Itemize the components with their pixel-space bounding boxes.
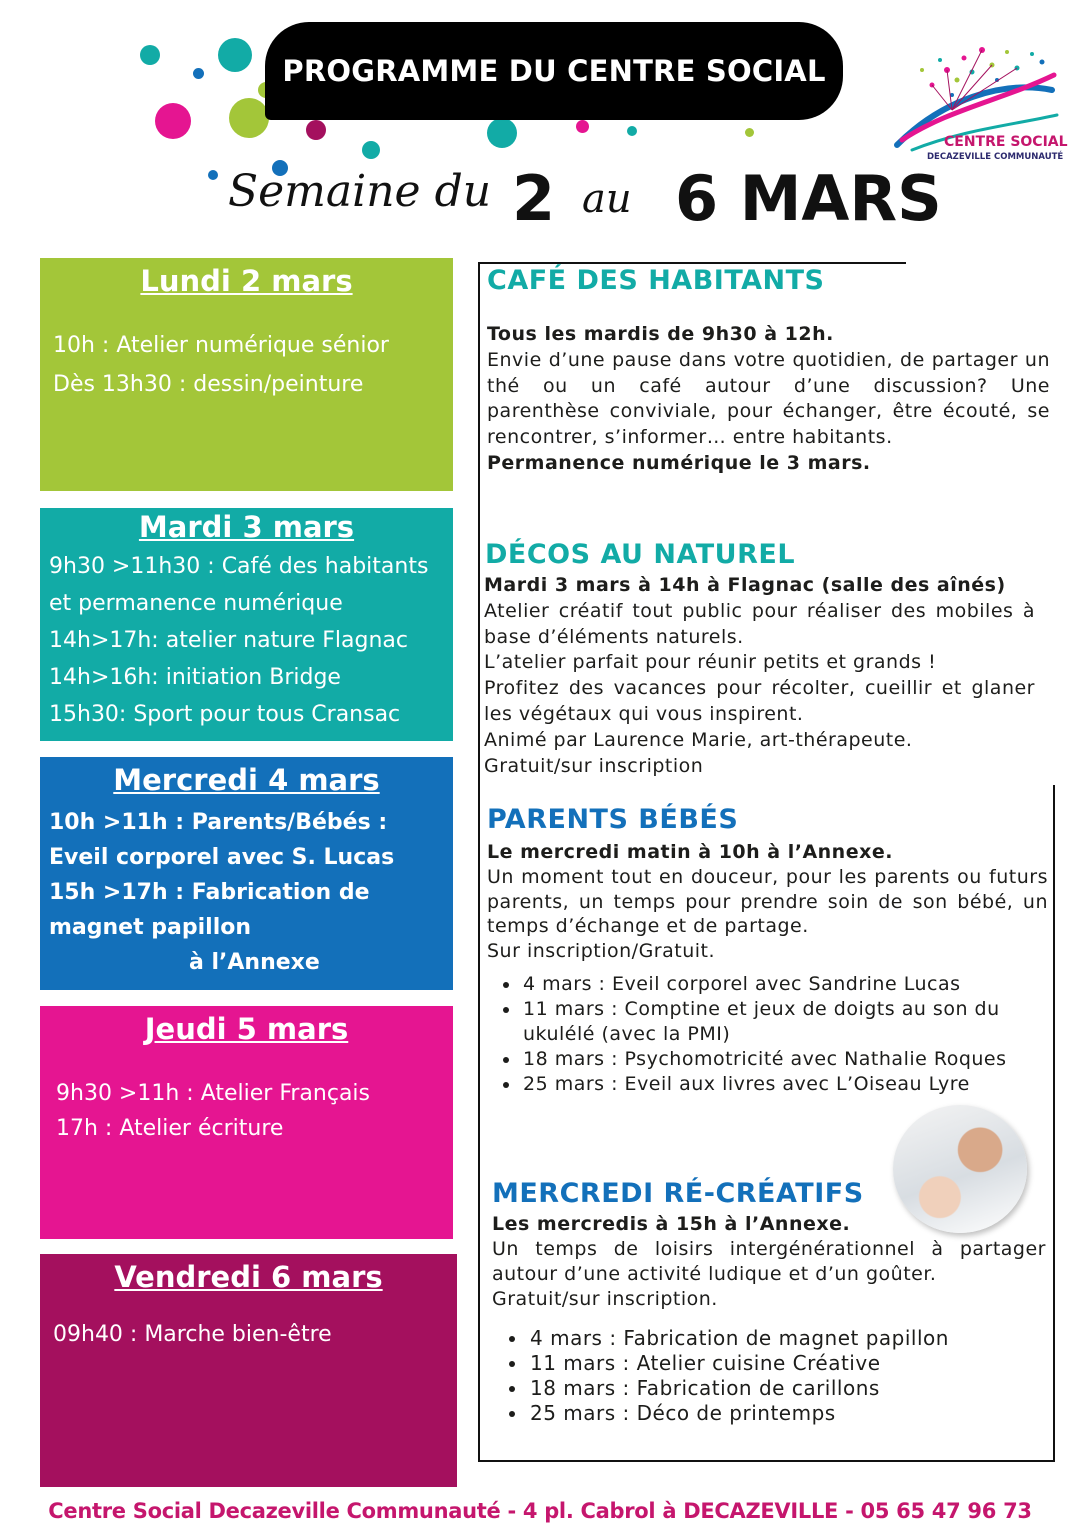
- header-banner: [265, 22, 843, 120]
- day-wednesday: [40, 757, 453, 990]
- cafe-description: Envie d’une pause dans votre quotidien, de partager un thé ou un café autour d’une discussion? Une parenthèse conviviale, pour échanger, être écouté, se rencontrer, s’informer… entre habitants.: [487, 348, 1050, 449]
- decos-text-1: Atelier créatif tout public pour réaliser des mobiles à base d’éléments naturels.: [484, 599, 1035, 648]
- decos-section-body: [484, 573, 1035, 779]
- day-monday: [40, 258, 453, 491]
- list-item: • 11 mars : Atelier cuisine Créative: [528, 1351, 1048, 1376]
- week-prefix: Semaine du: [228, 166, 492, 217]
- week-connector: au: [582, 176, 632, 222]
- decos-text-5: Gratuit/sur inscription: [484, 754, 704, 777]
- week-end: 6 MARS: [675, 162, 942, 235]
- banner-title: PROGRAMME DU CENTRE SOCIAL: [282, 54, 826, 88]
- cafe-schedule: Tous les mardis de 9h30 à 12h.: [487, 323, 834, 345]
- schedule-line: 14h>17h: atelier nature Flagnac: [49, 628, 408, 653]
- day-title: Jeudi 5 mars: [144, 1012, 349, 1046]
- schedule-line: et permanence numérique: [49, 591, 343, 616]
- cafe-section-title: CAFÉ DES HABITANTS: [487, 265, 825, 296]
- frame-top-line: [478, 262, 906, 264]
- schedule-line: à l’Annexe: [189, 950, 320, 975]
- schedule-line: 9h30 >11h30 : Café des habitants: [49, 554, 429, 579]
- parents-description: Un moment tout en douceur, pour les parents ou futurs parents, un temps pour prendre soin de son bébé, un temps d’échange et de partage.: [487, 865, 1048, 938]
- list-item: • 18 mars : Psychomotricité avec Nathalie Roques: [521, 1047, 1049, 1072]
- list-item: • 4 mars : Eveil corporel avec Sandrine Lucas: [521, 972, 1049, 997]
- decos-text-4: Animé par Laurence Marie, art-thérapeute.: [484, 728, 913, 751]
- centre-social-logo: [892, 40, 1062, 170]
- day-thursday: [40, 1006, 453, 1239]
- list-item: • 25 mars : Déco de printemps: [528, 1401, 1048, 1426]
- recreatifs-section-body: [492, 1212, 1046, 1312]
- list-item: • 18 mars : Fabrication de carillons: [528, 1376, 1048, 1401]
- schedule-line: 10h >11h : Parents/Bébés :: [49, 810, 388, 835]
- parents-section-title: PARENTS BÉBÉS: [487, 804, 739, 835]
- decos-text-2: L’atelier parfait pour réunir petits et grands !: [484, 651, 937, 674]
- schedule-line: 10h : Atelier numérique sénior: [53, 333, 389, 358]
- frame-bottom-line: [478, 1460, 1055, 1462]
- day-tuesday: [40, 508, 453, 741]
- frame-right-line: [1053, 785, 1055, 1461]
- decos-schedule: Mardi 3 mars à 14h à Flagnac (salle des aînés): [484, 574, 1006, 596]
- schedule-line: 14h>16h: initiation Bridge: [49, 665, 341, 690]
- day-friday: [40, 1254, 457, 1487]
- day-title: Lundi 2 mars: [140, 264, 353, 298]
- logo-line1: CENTRE SOCIAL: [944, 134, 1068, 150]
- parents-registration: Sur inscription/Gratuit.: [487, 940, 716, 963]
- logo-line2: DECAZEVILLE COMMUNAUTÉ: [927, 152, 1064, 162]
- day-title: Mardi 3 mars: [138, 510, 355, 544]
- week-start: 2: [512, 162, 556, 235]
- frame-left-line: [478, 262, 480, 1462]
- schedule-line: 09h40 : Marche bien-être: [53, 1322, 332, 1347]
- list-item: • 11 mars : Comptine et jeux de doigts au son du ukulélé (avec la PMI): [521, 997, 1049, 1047]
- cafe-permanence: Permanence numérique le 3 mars.: [487, 451, 871, 474]
- recreatifs-description: Un temps de loisirs intergénérationnel à partager autour d’une activité ludique et d’un goûter.: [492, 1238, 1046, 1285]
- recreatifs-list: [492, 1326, 1048, 1426]
- list-item: • 4 mars : Fabrication de magnet papillon: [528, 1326, 1048, 1351]
- day-title: Mercredi 4 mars: [113, 763, 380, 797]
- schedule-line: 9h30 >11h : Atelier Français: [56, 1081, 370, 1106]
- list-item: • 25 mars : Eveil aux livres avec L’Oiseau Lyre: [521, 1072, 1049, 1097]
- schedule-line: 15h >17h : Fabrication de: [49, 880, 370, 905]
- parents-section-body: [487, 840, 1048, 964]
- schedule-line: Dès 13h30 : dessin/peinture: [53, 372, 364, 397]
- recreatifs-registration: Gratuit/sur inscription.: [492, 1288, 718, 1310]
- decos-text-3: Profitez des vacances pour récolter, cueillir et glaner les végétaux qui vous inspirent.: [484, 677, 1035, 725]
- schedule-line: magnet papillon: [49, 915, 252, 940]
- parents-schedule: Le mercredi matin à 10h à l’Annexe.: [487, 841, 893, 863]
- decos-section-title: DÉCOS AU NATUREL: [485, 539, 796, 570]
- schedule-line: 15h30: Sport pour tous Cransac: [49, 702, 401, 727]
- day-title: Vendredi 6 mars: [114, 1260, 383, 1294]
- recreatifs-section-title: MERCREDI RÉ-CRÉATIFS: [492, 1178, 864, 1209]
- recreatifs-schedule: Les mercredis à 15h à l’Annexe.: [492, 1213, 851, 1235]
- parents-list: [485, 972, 1049, 1097]
- schedule-line: 17h : Atelier écriture: [56, 1116, 284, 1141]
- footer-contact: Centre Social Decazeville Communauté - 4 pl. Cabrol à DECAZEVILLE - 05 65 47 96 73: [48, 1499, 1032, 1523]
- cafe-section-body: [487, 322, 1050, 477]
- schedule-line: Eveil corporel avec S. Lucas: [49, 845, 395, 870]
